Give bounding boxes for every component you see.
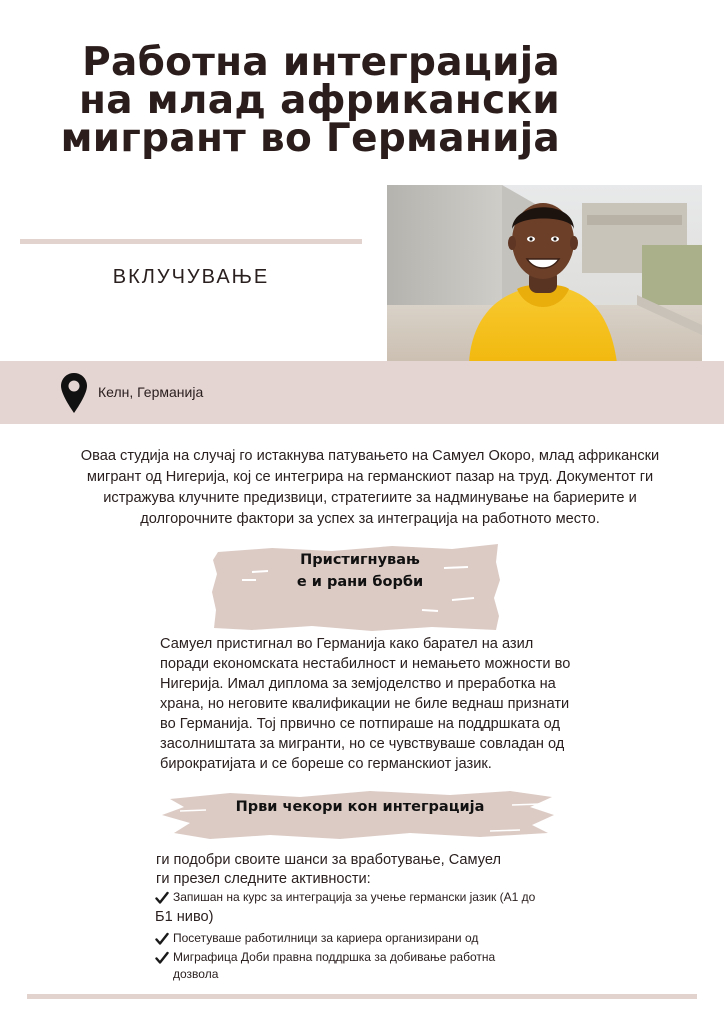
- section-heading: [282, 549, 438, 593]
- portrait-photo: [387, 185, 702, 363]
- title-line: мигрант во Германија: [60, 116, 560, 161]
- location-text: Келн, Германија: [98, 384, 204, 400]
- list-item: [155, 930, 565, 947]
- list-item-continuation: Б1 ниво): [155, 909, 214, 925]
- section-label: ВКЛУЧУВАЊЕ: [112, 266, 270, 288]
- checkmark-icon: [155, 891, 169, 905]
- list-item: [155, 889, 565, 928]
- paragraph-line: ги подобри своите шанси за вработување, Самуел: [156, 852, 502, 868]
- list-item-text: Миграфица Доби правна поддршка за добивање работна: [173, 950, 496, 964]
- map-pin-icon: [60, 372, 88, 414]
- list-item: [155, 949, 565, 983]
- checkmark-icon: [155, 932, 169, 946]
- paragraph-line: ги презел следните активности:: [156, 871, 371, 887]
- activity-list: [155, 889, 565, 985]
- page-title: [40, 40, 560, 161]
- heading-line: Пристигнувањ: [300, 552, 420, 568]
- section-heading: Први чекори кон интеграција: [235, 799, 485, 815]
- title-line: на млад африкански: [79, 78, 560, 123]
- bottom-divider: [27, 994, 697, 999]
- heading-line: е и рани борби: [296, 574, 424, 590]
- list-item-text: Запишан на курс за интеграција за учење германски јазик (А1 до: [173, 890, 536, 904]
- top-divider: [20, 239, 362, 244]
- section-paragraph: Самуел пристигнал во Германија како барател на азил поради економската нестабилност и немањето можности во Нигерија. Имал диплома за земјоделство и преработка на храна, но неговите квалификации не биле веднаш признати во Германија. Тој првично се потпираше на поддршката од засолништата за мигранти, но се чувствуваше совладан од бирократијата и се бореше со германскиот јазик.: [160, 636, 571, 772]
- section-paragraph: [156, 851, 556, 889]
- list-item-text: Посетуваше работилници за кариера организирани од: [173, 931, 479, 945]
- checkmark-icon: [155, 951, 169, 965]
- list-item-continuation: дозвола: [173, 967, 219, 981]
- title-line: Работна интеграција: [82, 40, 560, 85]
- intro-paragraph: Оваа студија на случај го истакнува патувањето на Самуел Окоро, млад африкански мигрант од Нигерија, кој се интегрира на германскиот пазар на труд. Документот ги истражува клучните предизвици, стратегиите за надминување на бариерите и долгорочните фактори за успех за интеграција на работното место.: [80, 448, 660, 527]
